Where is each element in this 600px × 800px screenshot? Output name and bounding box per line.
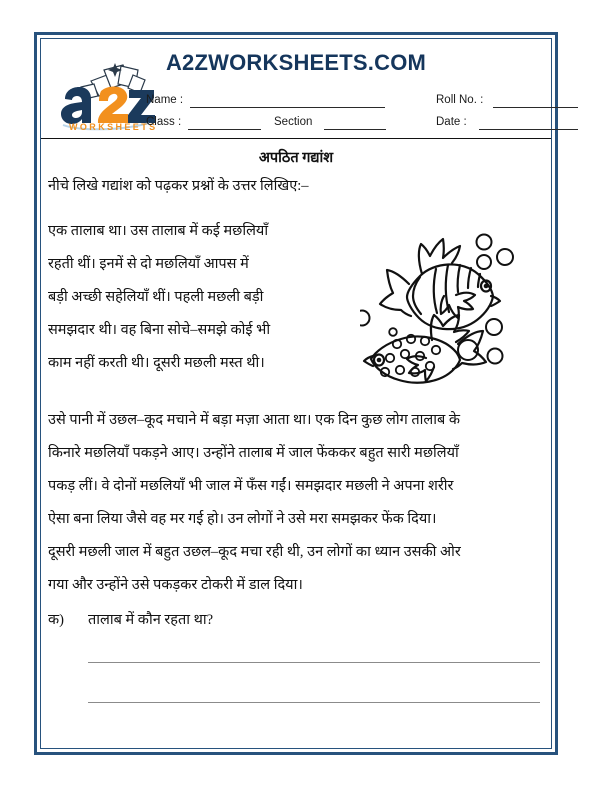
name-input[interactable] — [190, 107, 385, 108]
passage-line: दूसरी मछली जाल में बहुत उछल–कूद मचा रही थी, उन लोगों का ध्यान उसकी ओर — [48, 544, 461, 560]
passage-body — [48, 404, 543, 602]
student-fields — [146, 91, 546, 137]
page-title: अपठित गद्यांश — [258, 150, 334, 166]
section-label: Section — [274, 116, 313, 128]
passage-line: ऐसा बना लिया जैसे वह मर गई हो। उन लोगों ने उसे मरा समझकर फेंक दिया। — [48, 511, 437, 527]
class-input[interactable] — [188, 129, 261, 130]
two-fish-illustration — [360, 232, 540, 387]
question-text: तालाब में कौन रहता था? — [88, 612, 214, 628]
passage-line: समझदार थी। वह बिना सोचे–समझे कोई भी — [48, 322, 271, 338]
passage-column — [48, 215, 348, 380]
date-label: Date : — [436, 116, 467, 128]
field-row-name — [146, 91, 546, 112]
passage-line: गया और उन्होंने उसे पकड़कर टोकरी में डाल दिया। — [48, 577, 303, 593]
question-marker: क) — [48, 612, 64, 628]
roll-no-input[interactable] — [493, 107, 578, 108]
date-input[interactable] — [479, 129, 578, 130]
passage-line: उसे पानी में उछल–कूद मचाने में बड़ा मज़ा आता था। एक दिन कुछ लोग तालाब के — [48, 412, 461, 428]
answer-line-1[interactable] — [88, 662, 540, 663]
brand-title: A2ZWORKSHEETS.COM — [165, 50, 427, 75]
instruction-text: नीचे लिखे गद्यांश को पढ़कर प्रश्नों के उत्तर लिखिए:– — [48, 178, 309, 194]
answer-line-2[interactable] — [88, 702, 540, 703]
passage-line: रहती थीं। इनमें से दो मछलियाँ आपस में — [48, 256, 249, 272]
class-label: Class : — [146, 116, 182, 128]
passage-line: किनारे मछलियाँ पकड़ने आए। उन्होंने तालाब में जाल फेंककर बहुत सारी मछलियाँ — [48, 445, 459, 461]
question-item — [48, 610, 528, 630]
passage-line: पकड़ लीं। वे दोनों मछलियाँ भी जाल में फँस गईं। समझदार मछली ने अपना शरीर — [48, 478, 454, 494]
field-row-class — [146, 113, 546, 134]
name-label: Name : — [146, 94, 184, 106]
worksheet-header — [41, 39, 551, 139]
passage-line: एक तालाब था। उस तालाब में कई मछलियाँ — [48, 223, 269, 239]
logo-subtext: WORKSHEETS — [69, 122, 158, 131]
section-input[interactable] — [324, 129, 386, 130]
page-border-inner — [40, 38, 552, 749]
passage-line: काम नहीं करती थी। दूसरी मछली मस्त थी। — [48, 355, 265, 371]
passage-line: बड़ी अच्छी सहेलियाँ थीं। पहली मछली बड़ी — [48, 289, 264, 305]
roll-no-label: Roll No. : — [436, 94, 484, 106]
